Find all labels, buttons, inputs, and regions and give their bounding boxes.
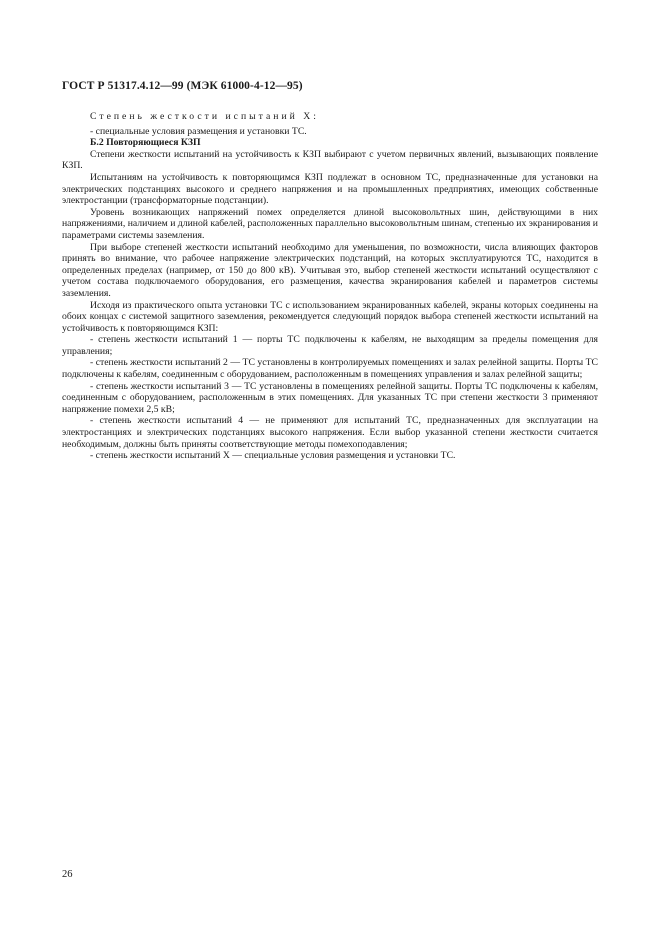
paragraph: Испытаниям на устойчивость к повторяющимся КЗП подлежат в основном ТС, предназначенные для установки на электрических подстанциях высокого и среднего напряжения и на промышленных предприятиях, имеющих собственные электростанции (трансформаторные подстанции). (62, 171, 598, 207)
list-item: - степень жесткости испытаний 2 — ТС установлены в контролируемых помещениях и залах релейной защиты. Порты ТС подключены к кабелям, соединенным с оборудованием, расположенным в помещениях управления и залах релейной защиты; (62, 357, 598, 381)
list-item: - степень жесткости испытаний 4 — не применяют для испытаний ТС, предназначенных для эксплуатации на электростанциях и электрических подстанциях высокого напряжения. Если выбор указанной степени жесткости считается необходимым, должны быть приняты соответствующие методы помехоподавления; (62, 415, 598, 450)
document-body (62, 111, 598, 462)
page-number: 26 (62, 869, 73, 880)
paragraph: Уровень возникающих напряжений помех определяется длиной высоковольтных шин, действующими в них напряжениями, наличием и длиной кабелей, расположенных параллельно высоковольтным шинам, степенью их экранирования и параметрами системы заземления. (62, 206, 598, 241)
paragraph: Степени жесткости испытаний на устойчивость к КЗП выбирают с учетом первичных явлений, вызывающих появление КЗП. (62, 148, 598, 172)
paragraph: - специальные условия размещения и установки ТС. (90, 125, 307, 137)
severity-x-heading: Степень жесткости испытаний X: (90, 111, 319, 122)
list-item: - степень жесткости испытаний X — специальные условия размещения и установки ТС. (90, 450, 456, 462)
paragraph: При выборе степеней жесткости испытаний необходимо для уменьшения, по возможности, числа влияющих факторов принять во внимание, что рабочее напряжение электрических подстанций, на которых эксплуатируются ТС, находится в определенных пределах (например, от 150 до 800 кВ). Учитывая это, выбор степеней жесткости испытаний осуществляют с учетом состава подключаемого оборудования, его размещения, качества экранирования кабелей и параметров системы заземления. (62, 241, 598, 299)
paragraph: Исходя из практического опыта установки ТС с использованием экранированных кабелей, экраны которых соединены на обоих концах с системой защитного заземления, рекомендуется следующий порядок выбора степеней жесткости испытаний на устойчивость к повторяющимся КЗП: (62, 299, 598, 334)
list-item: - степень жесткости испытаний 1 — порты ТС подключены к кабелям, не выходящим за пределы помещения для управления; (62, 334, 598, 357)
document-header: ГОСТ Р 51317.4.12—99 (МЭК 61000-4-12—95) (62, 80, 303, 92)
list-item: - степень жесткости испытаний 3 — ТС установлены в помещениях релейной защиты. Порты ТС подключены к кабелям, соединенным с оборудованием, расположенным в этих помещениях. Для указанных ТС при степени жесткости 3 применяют напряжение помехи 2,5 кВ; (62, 380, 598, 415)
section-heading-b2: Б.2 Повторяющиеся КЗП (90, 137, 201, 149)
